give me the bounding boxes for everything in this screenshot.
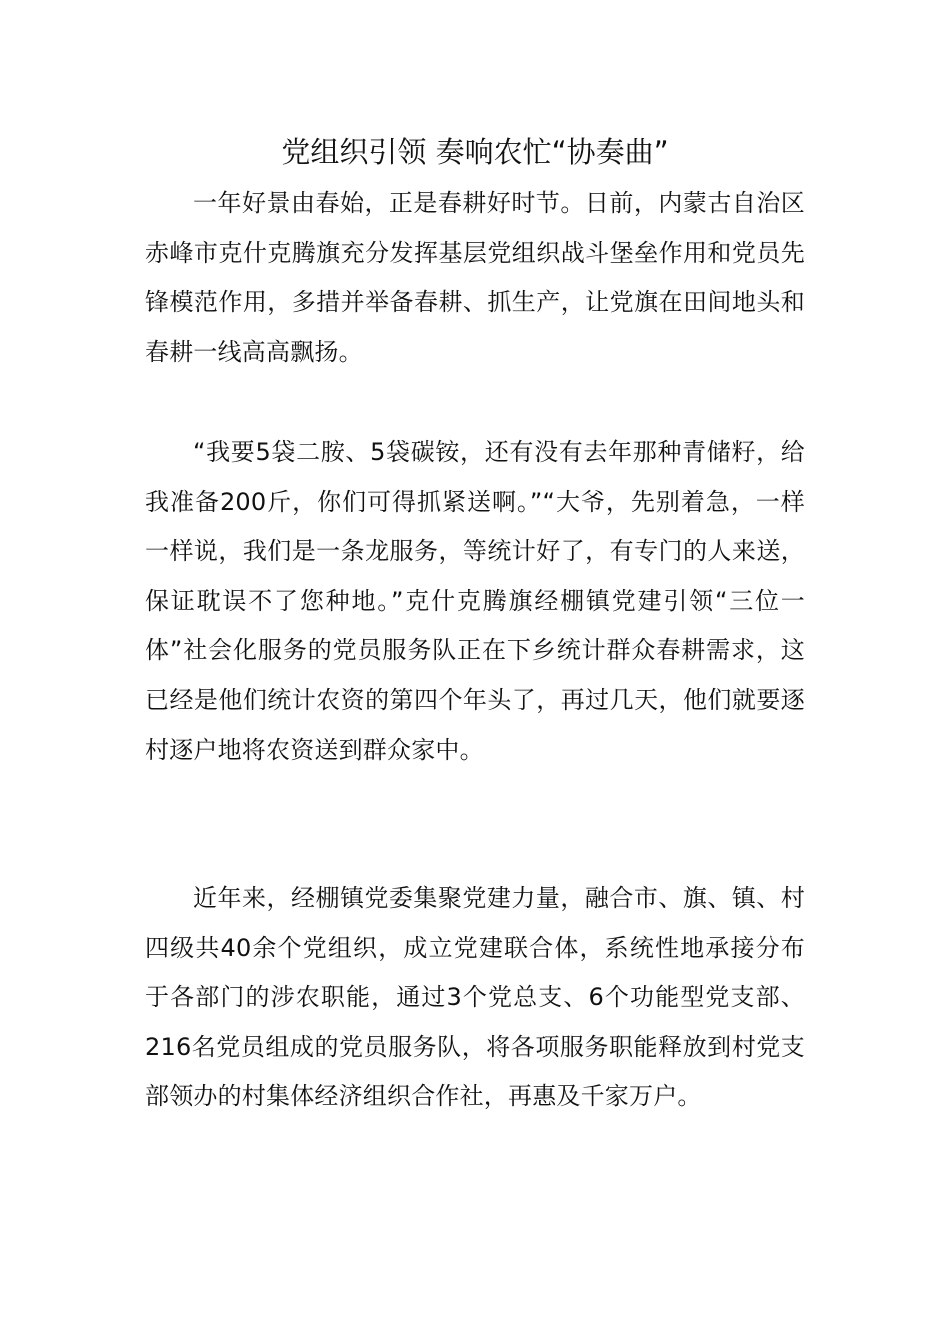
article-title: 党组织引领 奏响农忙“协奏曲” (281, 135, 669, 169)
paragraph-3: 近年来，经棚镇党委集聚党建力量，融合市、旗、镇、村四级共40余个党组织，成立党建联合体，系统性地承接分布于各部门的涉农职能，通过3个党总支、6个功能型党支部、216名党员组成的党员服务队，将各项服务职能释放到村党支部领办的村集体经济组织合作社，再惠及千家万户。 (145, 884, 805, 1111)
paragraph-2: “我要5袋二胺、5袋碳铵，还有没有去年那种青储籽，给我准备200斤，你们可得抓紧送啊。”“大爷，先别着急，一样一样说，我们是一条龙服务，等统计好了，有专门的人来送，保证耽误不了您种地。”克什克腾旗经棚镇党建引领“三位一体”社会化服务的党员服务队正在下乡统计群众春耕需求，这已经是他们统计农资的第四个年头了，再过几天，他们就要逐村逐户地将农资送到群众家中。 (145, 438, 805, 764)
paragraph-1: 一年好景由春始，正是春耕好时节。日前，内蒙古自治区赤峰市克什克腾旗充分发挥基层党组织战斗堡垒作用和党员先锋模范作用，多措并举备春耕、抓生产，让党旗在田间地头和春耕一线高高飘扬。 (145, 189, 805, 366)
